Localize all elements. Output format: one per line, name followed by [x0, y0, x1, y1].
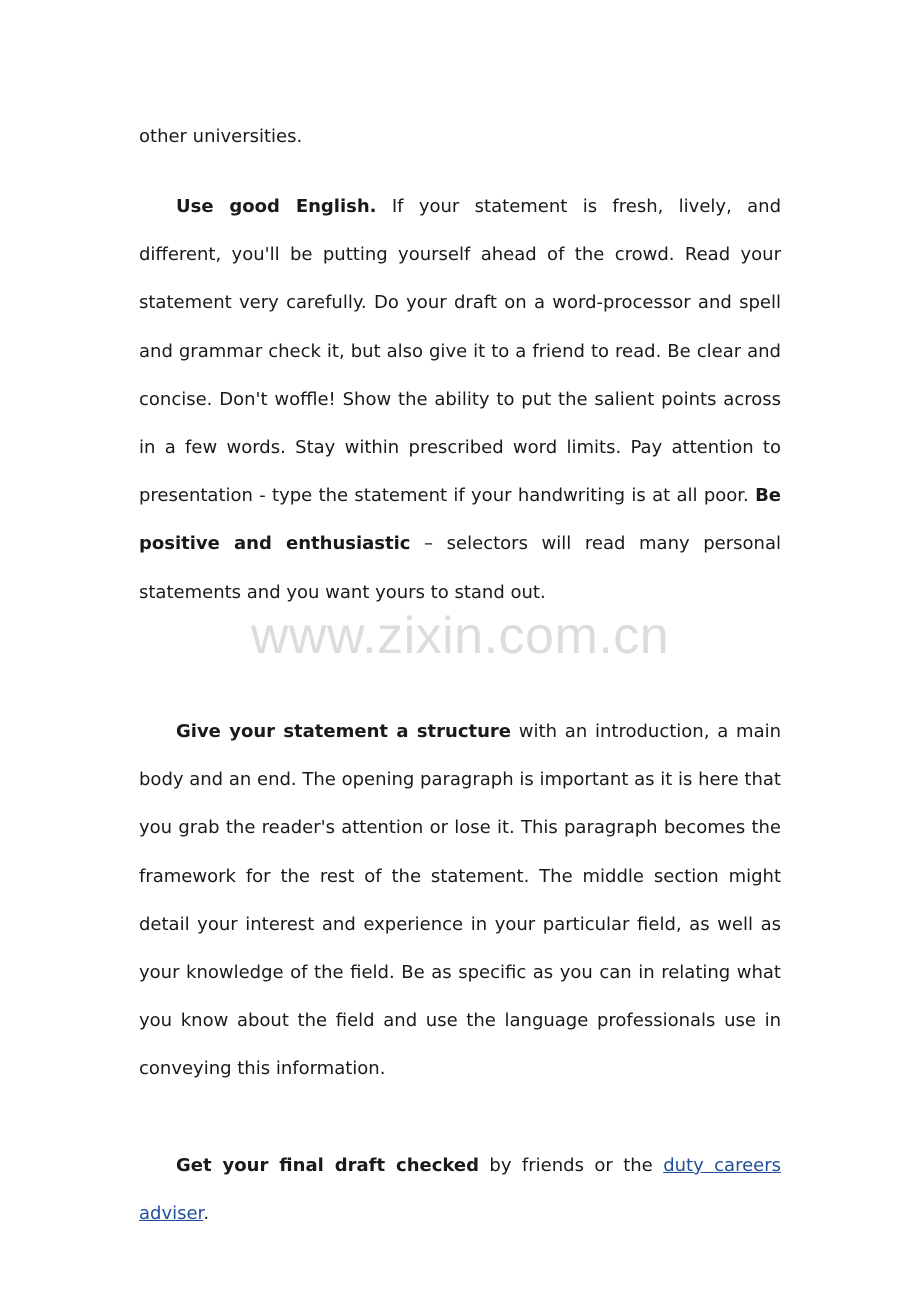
careers-adviser-link[interactable]: duty careers adviser	[139, 1155, 782, 1225]
paragraph-use-good-english	[139, 183, 781, 617]
paragraph-text: by friends or the	[479, 1155, 664, 1176]
paragraph-final-draft	[139, 1142, 781, 1238]
paragraph-heading: Give your statement a structure	[176, 721, 512, 742]
watermark: www.zixin.com.cn	[250, 607, 670, 665]
paragraph-heading: Get your final draft checked	[176, 1155, 480, 1176]
paragraph-structure	[139, 708, 781, 1094]
paragraph-text: .	[203, 1203, 210, 1225]
paragraph-continuation	[139, 113, 781, 161]
paragraph-heading: Use good English.	[176, 196, 377, 217]
emphasis-text: Be positive and enthusiastic	[139, 485, 781, 555]
paragraph-text: If your statement is fresh, lively, and different, you'll be putting yourself ahead of the crowd. Read your statement very carefully. Do your draft on a word-processor and spell and grammar check it, but also give it to a friend to read. Be clear and concise. Don't woffle! Show the ability to put the salient points across in a few words. Stay within prescribed word limits. Pay attention to presentation - type the statement if your handwriting is at all poor.	[139, 196, 781, 507]
paragraph-text: other universities.	[139, 126, 303, 147]
paragraph-text: – selectors will read many personal statements and you want yours to stand out.	[139, 533, 781, 603]
paragraph-text: with an introduction, a main body and an end. The opening paragraph is important as it is here that you grab the reader's attention or lose it. This paragraph becomes the framework for the rest of the statement. The middle section might detail your interest and experience in your particular field, as well as your knowledge of the field. Be as specific as you can in relating what you know about the field and use the language professionals use in conveying this information.	[139, 721, 782, 1080]
